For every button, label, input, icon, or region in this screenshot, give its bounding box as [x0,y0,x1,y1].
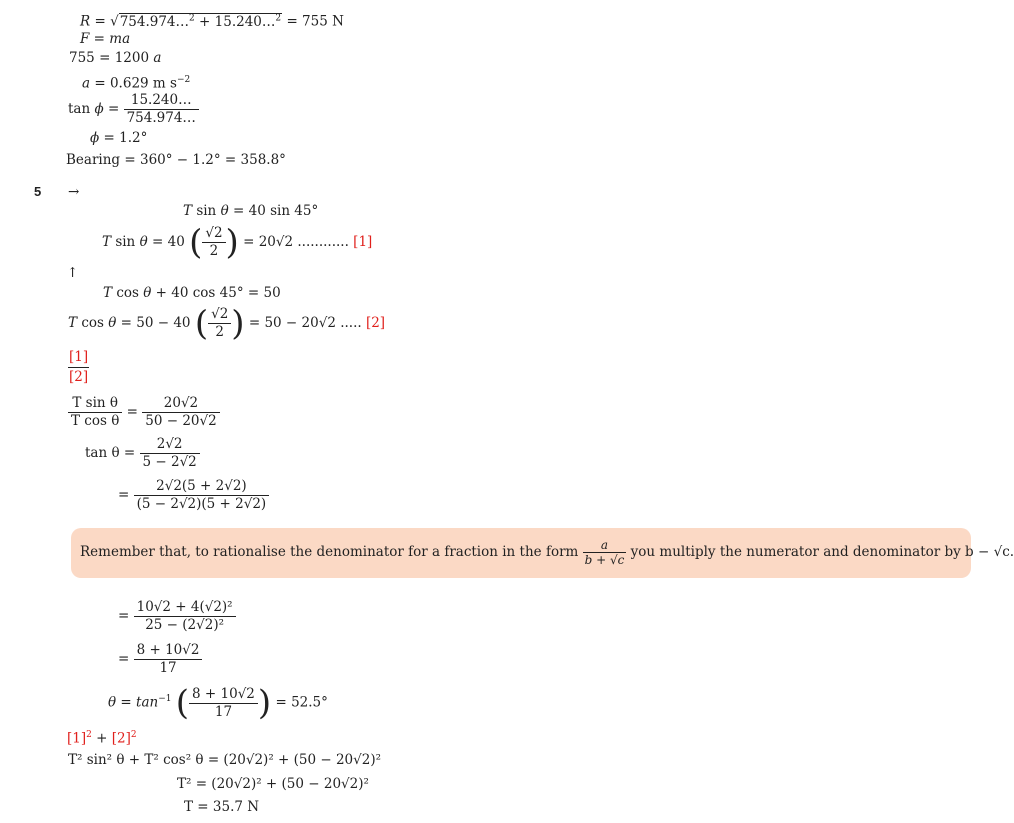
simplify-fraction [134,642,203,677]
tension-var: T [103,285,113,301]
fraction-numerator: 10√2 + 4(√2)² [134,599,236,617]
equals-sign: = [94,13,106,30]
tsq-line-1: T² sin² θ + T² cos² θ = (20√2)² + (50 − 20√2)² [68,752,382,768]
equation-tag-2: [2] [365,315,386,331]
tension-var: T [102,234,112,250]
divide-line [68,394,220,430]
power-1: 2 [189,13,195,23]
tension-var: T [68,315,78,331]
equals-sign: = [94,75,106,92]
newton-line [80,31,130,47]
equation-mid: = 50 − 40 [120,315,191,331]
ratio-denominator: [2] [69,369,89,385]
question-number: 5 [34,184,42,199]
ellipsis-2: … [261,13,276,30]
fraction-numerator: √2 [208,306,231,324]
ratio-numerator: [1] [68,348,89,368]
root2-over-2-fraction [208,306,231,341]
sqrt-sign: √ [110,13,119,30]
phi-symbol: ϕ [90,130,100,146]
root2-over-2-fraction [202,225,225,260]
phi-symbol: ϕ [94,101,104,117]
equals-sign: = [103,130,115,146]
accel-exponent: −2 [176,75,191,85]
radicand-term-2: 15.240 [214,13,262,30]
resultant-line [80,10,344,30]
fraction-numerator: 2√2(5 + 2√2) [134,478,270,496]
up-arrow-icon: ↑ [67,265,79,281]
tan-theta-fraction [140,436,200,471]
equation-mid: = 40 [152,234,185,250]
fraction-denominator: 50 − 20√2 [145,413,217,429]
accel-value: 0.629 m s [109,75,177,92]
plus-sign: + [96,730,108,747]
newton-lhs: F [80,31,90,47]
lhs-fraction [68,395,122,430]
fraction-denominator: 2 [215,324,224,340]
theta-symbol: θ [139,234,148,250]
horizontal-eq-2 [102,222,372,263]
callout-fraction [583,538,627,567]
substitution-line [69,50,161,66]
fraction-denominator: 25 − (2√2)² [145,617,225,633]
fraction-numerator: a [583,538,627,553]
fraction-denominator: 2 [209,243,219,259]
theta-symbol: θ [108,315,117,331]
theta-value: = 52.5° [275,694,328,711]
accel-line [82,72,190,92]
fraction-numerator: 8 + 10√2 [134,642,203,660]
tension-result: T = 35.7 N [184,799,260,815]
theta-symbol: θ [143,285,152,301]
newton-rhs: ma [109,31,131,47]
resultant-lhs: R [80,13,91,30]
square-1: 2 [86,730,92,740]
theta-lhs [108,695,158,711]
tag-2: [2] [111,730,131,747]
expand-fraction [134,599,236,634]
tag-1: [1] [67,730,87,747]
radicand [119,13,282,30]
ratio-fraction [68,348,89,387]
fn-name: sin [196,203,217,219]
callout-text-after: you multiply the numerator and denominator by b − √c. [630,544,1014,560]
plus-sign: + [199,13,211,30]
bearing-line [66,152,286,168]
bearing-value: 360° − 1.2° = 358.8° [139,152,286,168]
tan-label: tan [68,101,91,117]
right-paren: ) [225,222,239,263]
phi-value: 1.2° [119,130,148,146]
power-2: 2 [275,13,282,23]
simplify-line [118,641,202,677]
fraction-denominator: 17 [214,703,233,720]
left-paren: ( [175,683,190,723]
horizontal-eq-1 [183,203,318,219]
tension-var: T [183,203,193,219]
equation-rhs: + 40 cos 45° = 50 [155,285,281,301]
theta-fraction [189,686,258,721]
square-2: 2 [130,730,137,740]
fraction-denominator: b + √c [584,553,625,567]
sum-squares-line [67,727,137,747]
fraction-numerator: 20√2 [142,395,219,413]
mass-value: 1200 [114,50,150,66]
fraction-denominator: 17 [159,660,177,676]
equals-sign-2: = [286,13,298,30]
tan-theta-label: tan θ [85,445,120,461]
fraction-numerator: T sin θ [68,395,122,413]
phi-line [90,130,147,146]
substitution-lhs: 755 [69,50,95,66]
vertical-eq-2 [68,303,385,344]
expand-line [118,596,236,636]
ellipsis-1: … [175,13,190,30]
ratio-frac [68,348,89,387]
fraction-numerator: 15.240… [124,92,199,110]
fraction-numerator: √2 [202,225,225,243]
rhs-fraction [142,395,219,430]
theta-lhs-text: θ = tan [108,694,159,711]
tan-theta-line [85,435,200,471]
equation-rhs: = 40 sin 45° [233,203,319,219]
right-paren: ) [257,683,272,723]
equals-sign: = [93,31,105,47]
equals-sign: = [107,101,120,117]
equation-rhs: = 50 − 20√2 ..... [248,315,362,331]
equals-sign: = [123,445,136,461]
callout-text-before: Remember that, to rationalise the denominator for a fraction in the form [80,544,579,560]
tip-callout-text [80,536,1014,568]
fraction-denominator: 754.974… [126,110,196,126]
tan-phi-line [68,92,199,127]
equals-sign: = [118,651,130,667]
inverse-exponent: −1 [158,694,172,704]
vertical-eq-1 [103,285,281,301]
tsq-line-2: T² = (20√2)² + (50 − 20√2)² [177,776,369,792]
right-paren: ) [231,303,245,344]
fraction-denominator: (5 − 2√2)(5 + 2√2) [136,496,267,512]
equals-sign: = [124,152,136,168]
left-paren: ( [194,303,209,344]
fn-name: cos [81,315,104,331]
resultant-value: 755 N [302,13,344,30]
fraction-denominator: 5 − 2√2 [142,454,197,470]
radicand-term-1: 754.974 [119,13,176,30]
rationalise-fraction [134,478,270,513]
theta-symbol: θ [220,203,229,219]
fraction-numerator: 2√2 [140,436,200,454]
theta-line [108,679,328,723]
right-arrow-icon: → [68,184,80,200]
bearing-label: Bearing [66,152,121,168]
fn-name: cos [116,285,139,301]
equation-tag-1: [1] [353,234,373,250]
left-paren: ( [189,222,203,263]
equals-sign: = [118,487,130,503]
tan-phi-fraction [124,92,199,127]
accel-var: a [153,50,162,66]
equals-sign: = [99,50,111,66]
fraction-numerator: 8 + 10√2 [189,686,258,704]
rationalise-line [118,477,269,513]
equals-sign: = [118,608,130,624]
equation-rhs: = 20√2 ............ [243,234,349,250]
equals-sign: = [126,404,138,420]
fn-name: sin [115,234,136,250]
fraction-denominator: T cos θ [71,413,120,429]
accel-lhs: a [82,75,91,92]
